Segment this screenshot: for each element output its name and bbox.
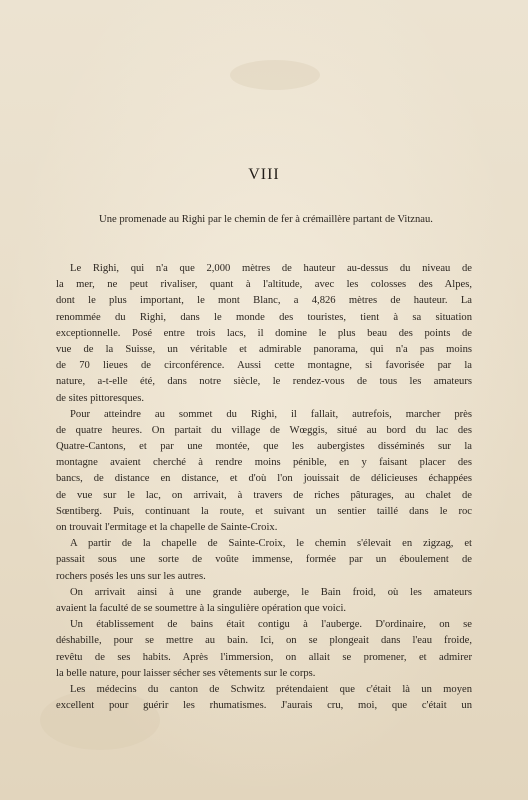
paragraph <box>56 261 472 407</box>
text-line: excellent pour guérir les rhumatismes. J'aurais cru, moi, que c'était un <box>56 700 472 712</box>
text-line: Sœntiberg. Puis, continuant la route, et suivant un sentier taillé dans le roc <box>56 505 472 517</box>
text-line: passait sous une sorte de voûte immense, formée par un éboulement de <box>56 554 472 566</box>
text-line: la belle nature, pour laisser sécher ses vêtements sur le corps. <box>56 667 316 679</box>
chapter-number: VIII <box>248 166 280 183</box>
text-line: montagne avaient cherché à rendre moins pénible, en y faisant placer des <box>56 457 472 469</box>
text-line: rochers posés les uns sur les autres. <box>56 570 206 582</box>
paragraph <box>56 585 472 617</box>
text-line: de vue sur le lac, on arrivait, à travers de riches pâturages, au chalet de <box>56 489 472 501</box>
text-line: Pour atteindre au sommet du Righi, il fallait, autrefois, marcher près <box>70 408 472 420</box>
text-line: de sites pittoresques. <box>56 392 144 404</box>
text-line: revêtu de ses habits. Après l'immersion, on allait se promener, et admirer <box>56 651 472 663</box>
paper-stain <box>230 60 320 90</box>
text-line: avaient la faculté de se soumettre à la singulière opération que voici. <box>56 602 347 614</box>
paragraph <box>56 536 472 585</box>
text-line: Quatre-Cantons, et par une montée, que les aubergistes disséminés sur la <box>56 441 472 453</box>
text-line: renommée du Righi, dans le monde des touristes, tient à sa situation <box>56 311 472 323</box>
text-line: A partir de la chapelle de Sainte-Croix, le chemin s'élevait en zigzag, et <box>70 538 472 550</box>
paragraph <box>56 407 472 537</box>
text-line: on trouvait l'ermitage et la chapelle de Sainte-Croix. <box>56 522 278 533</box>
text-line: On arrivait ainsi à une grande auberge, le Bain froid, où les amateurs <box>70 586 472 598</box>
paragraph <box>56 617 472 682</box>
text-line: la mer, ne peut rivaliser, quant à l'altitude, avec les colosses des Alpes, <box>56 279 472 291</box>
text-line: Le Righi, qui n'a que 2,000 mètres de hauteur au-dessus du niveau de <box>70 263 472 274</box>
text-line: vue de la Suisse, un véritable et admirable panorama, qui n'a pas moins <box>56 343 472 355</box>
text-line: déshabille, pour se mettre au bain. Ici, on se plongeait dans l'eau froide, <box>56 635 472 647</box>
text-line: exceptionnelle. Posé entre trois lacs, il domine le plus beau des points de <box>56 327 472 339</box>
text-line: bancs, de distance en distance, et d'où l'on jouissait de délicieuses échappées <box>56 473 472 485</box>
text-line: de quatre heures. On partait du village de Wœggis, situé au bord du lac des <box>56 424 472 436</box>
paragraph <box>56 682 472 714</box>
chapter-title: Une promenade au Righi par le chemin de fer à crémaillère partant de Vitznau. <box>99 214 433 225</box>
text-line: de 70 lieues de circonférence. Aussi cette montagne, si favorisée par la <box>56 360 472 372</box>
body-text <box>56 261 472 714</box>
text-line: dont le plus important, le mont Blanc, a 4,826 mètres de hauteur. La <box>56 295 472 307</box>
text-line: Les médecins du canton de Schwitz prétendaient que c'était là un moyen <box>70 683 472 695</box>
text-line: nature, a-t-elle été, dans notre siècle, le rendez-vous de tous les amateurs <box>56 376 472 388</box>
text-line: Un établissement de bains était contigu à l'auberge. D'ordinaire, on se <box>70 619 472 631</box>
